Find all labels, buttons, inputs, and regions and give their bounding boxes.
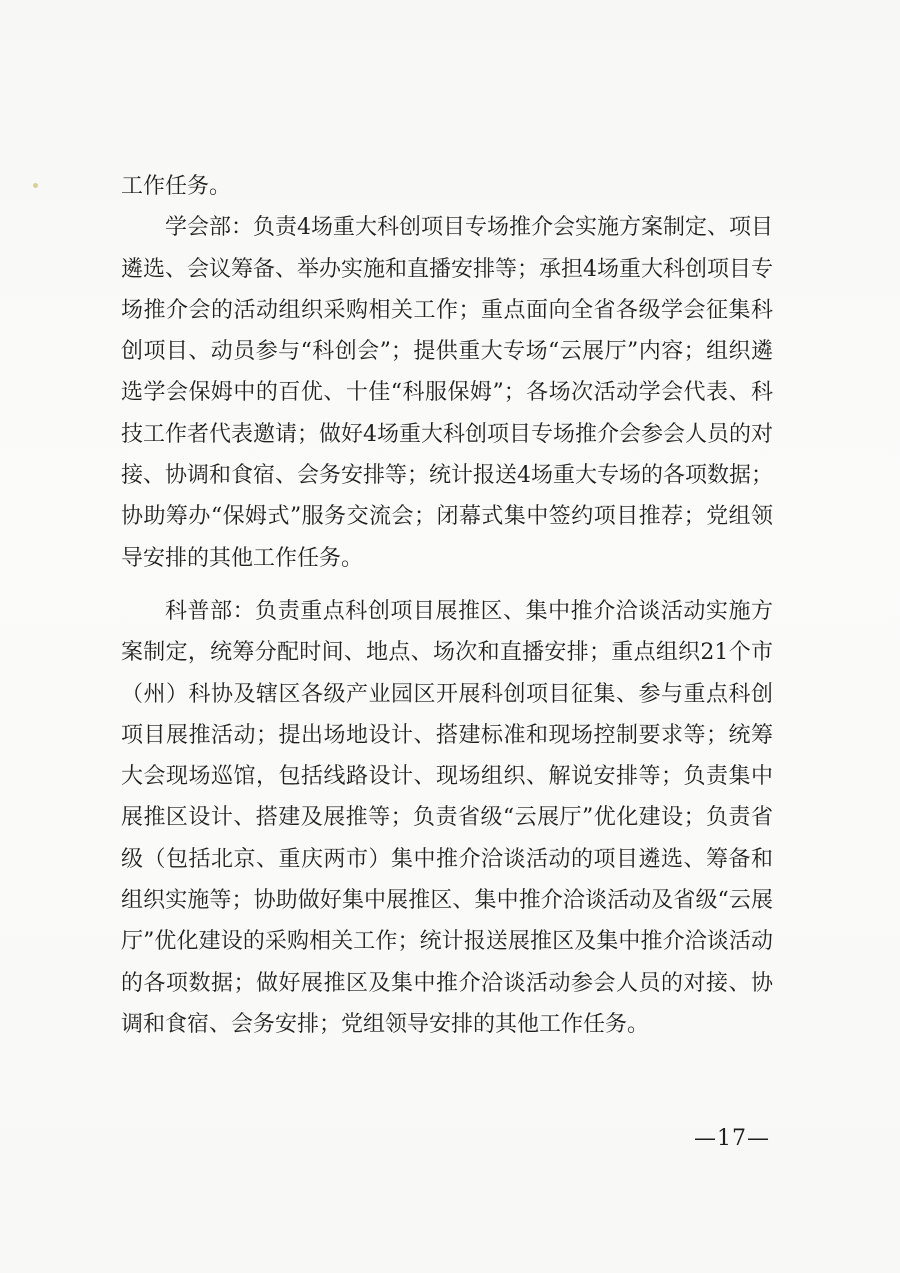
body-text: [121, 166, 773, 1045]
scan-speck: [33, 183, 38, 188]
page-number: —17—: [694, 1126, 770, 1151]
paragraph-continuation: 工作任务。: [121, 174, 232, 199]
paragraph-kepubu: 科普部：负责重点科创项目展推区、集中推介洽谈活动实施方案制定，统筹分配时间、地点、场次和直播安排；重点组织21个市（州）科协及辖区各级产业园区开展科创项目征集、参与重点科创项目展推活动；提出场地设计、搭建标准和现场控制要求等；统筹大会现场巡馆，包括线路设计、现场组织、解说安排等；负责集中展推区设计、搭建及展推等；负责省级“云展厅”优化建设；负责省级（包括北京、重庆两市）集中推介洽谈活动的项目遴选、筹备和组织实施等；协助做好集中展推区、集中推介洽谈活动及省级“云展厅”优化建设的采购相关工作；统计报送展推区及集中推介洽谈活动的各项数据；做好展推区及集中推介洽谈活动参会人员的对接、协调和食宿、会务安排；党组领导安排的其他工作任务。: [121, 598, 773, 1037]
paragraph-xuehuibu: 学会部：负责4场重大科创项目专场推介会实施方案制定、项目遴选、会议筹备、举办实施和直播安排等；承担4场重大科创项目专场推介会的活动组织采购相关工作；重点面向全省各级学会征集科创项目、动员参与“科创会”；提供重大专场“云展厅”内容；组织遴选学会保姆中的百优、十佳“科服保姆”；各场次活动学会代表、科技工作者代表邀请；做好4场重大科创项目专场推介会参会人员的对接、协调和食宿、会务安排等；统计报送4场重大专场的各项数据；协助筹办“保姆式”服务交流会；闭幕式集中签约项目推荐；党组领导安排的其他工作任务。: [121, 215, 773, 571]
